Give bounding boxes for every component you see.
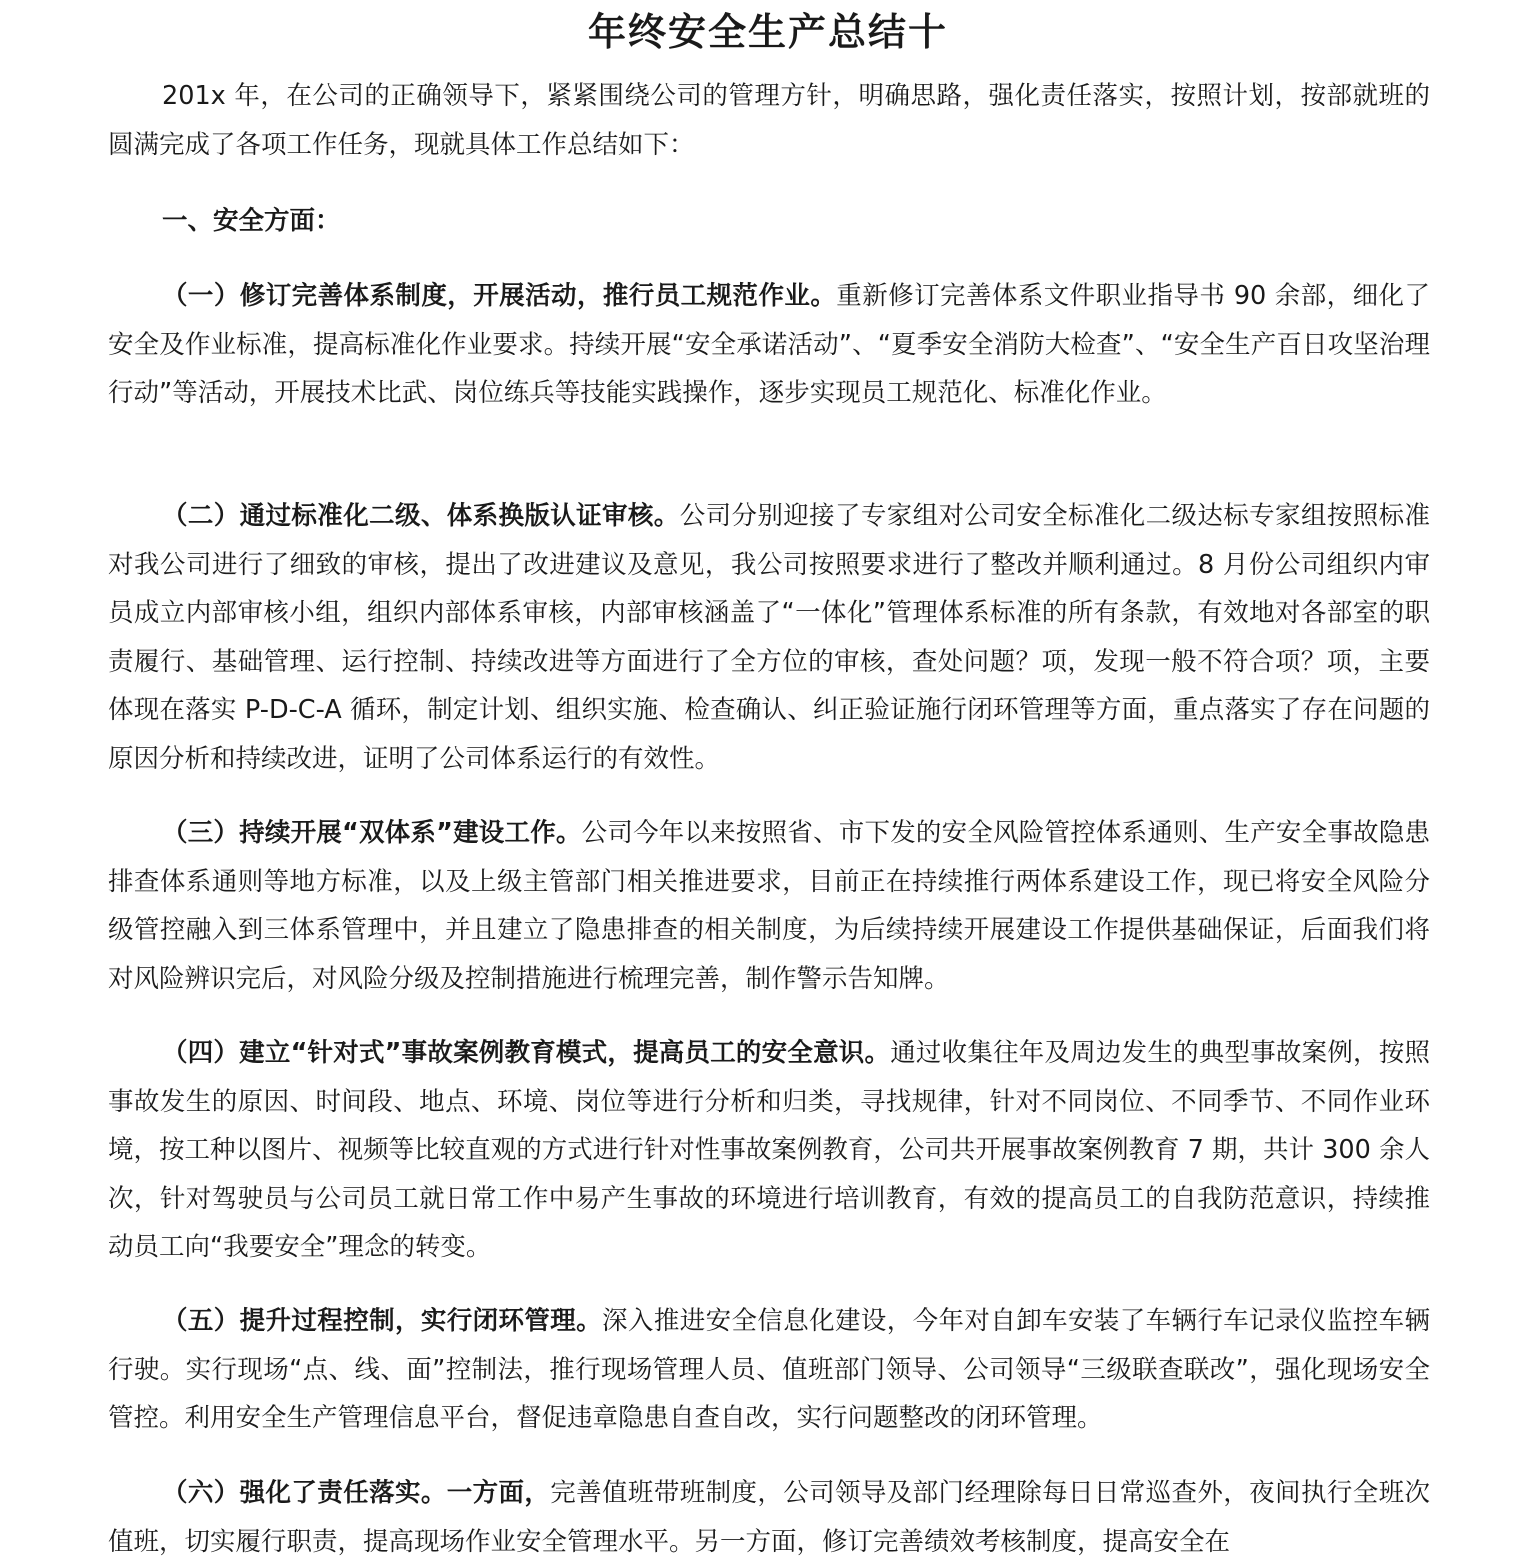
item-6-text: 完善值班带班制度，公司领导及部门经理除每日日常巡查外，夜间执行全班次值班，切实履行职责，提高现场作业安全管理水平。另一方面，修订完善绩效考核制度，提高安全在 <box>108 1478 1430 1557</box>
item-2-lead: （二）通过标准化二级、体系换版认证审核。 <box>162 501 680 531</box>
paragraph-item-5 <box>108 1297 1430 1443</box>
item-4-lead: （四）建立“针对式”事故案例教育模式，提高员工的安全意识。 <box>162 1038 891 1068</box>
section-heading-safety: 一、安全方面： <box>162 206 341 236</box>
item-4-text: 通过收集往年及周边发生的典型事故案例，按照事故发生的原因、时间段、地点、环境、岗位等进行分析和归类，寻找规律，针对不同岗位、不同季节、不同作业环境，按工种以图片、视频等比较直观的方式进行针对性事故案例教育，公司共开展事故案例教育 7 期，共计 300 余人次，针对驾驶员与公司员工就日常工作中易产生事故的环境进行培训教育，有效的提高员工的自我防范意识，持续推动员工向“我要安全”理念的转变。 <box>108 1038 1430 1262</box>
item-3-text: 公司今年以来按照省、市下发的安全风险管控体系通则、生产安全事故隐患排查体系通则等地方标准，以及上级主管部门相关推进要求，目前正在持续推行两体系建设工作，现已将安全风险分级管控融入到三体系管理中，并且建立了隐患排查的相关制度，为后续持续开展建设工作提供基础保证，后面我们将对风险辨识完后，对风险分级及控制措施进行梳理完善，制作警示告知牌。 <box>108 818 1430 994</box>
paragraph-item-4 <box>108 1029 1430 1272</box>
item-6-lead: （六）强化了责任落实。一方面， <box>162 1478 551 1508</box>
item-1-text: 重新修订完善体系文件职业指导书 90 余部，细化了安全及作业标准，提高标准化作业要求。持续开展“安全承诺活动”、“夏季安全消防大检查”、“安全生产百日攻坚治理行动”等活动，开展技术比武、岗位练兵等技能实践操作，逐步实现员工规范化、标准化作业。 <box>108 281 1430 408</box>
paragraph-item-3 <box>108 809 1430 1003</box>
paragraph-item-2 <box>108 492 1430 783</box>
item-5-text: 深入推进安全信息化建设，今年对自卸车安装了车辆行车记录仪监控车辆行驶。实行现场“点、线、面”控制法，推行现场管理人员、值班部门领导、公司领导“三级联查联改”，强化现场安全管控。利用安全生产管理信息平台，督促违章隐患自查自改，实行问题整改的闭环管理。 <box>108 1306 1430 1433</box>
paragraph-item-1 <box>108 272 1430 418</box>
item-1-lead: （一）修订完善体系制度，开展活动，推行员工规范作业。 <box>162 281 837 311</box>
document-title: 年终安全生产总结十 <box>587 10 948 54</box>
paragraph-item-6 <box>108 1469 1430 1566</box>
intro-paragraph: 201x 年，在公司的正确领导下，紧紧围绕公司的管理方针，明确思路，强化责任落实，按照计划，按部就班的圆满完成了各项工作任务，现就具体工作总结如下： <box>108 81 1430 160</box>
item-3-lead: （三）持续开展“双体系”建设工作。 <box>162 818 582 848</box>
item-2-text: 公司分别迎接了专家组对公司安全标准化二级达标专家组按照标准对我公司进行了细致的审核，提出了改进建议及意见，我公司按照要求进行了整改并顺利通过。8 月份公司组织内审员成立内部审核小组，组织内部体系审核，内部审核涵盖了“一体化”管理体系标准的所有条款，有效地对各部室的职责履行、基础管理、运行控制、持续改进等方面进行了全方位的审核，查处问题？项，发现一般不符合项？项，主要体现在落实 P-D-C-A 循环，制定计划、组织实施、检查确认、纠正验证施行闭环管理等方面，重点落实了存在问题的原因分析和持续改进，证明了公司体系运行的有效性。 <box>108 501 1430 774</box>
item-5-lead: （五）提升过程控制，实行闭环管理。 <box>162 1306 603 1336</box>
